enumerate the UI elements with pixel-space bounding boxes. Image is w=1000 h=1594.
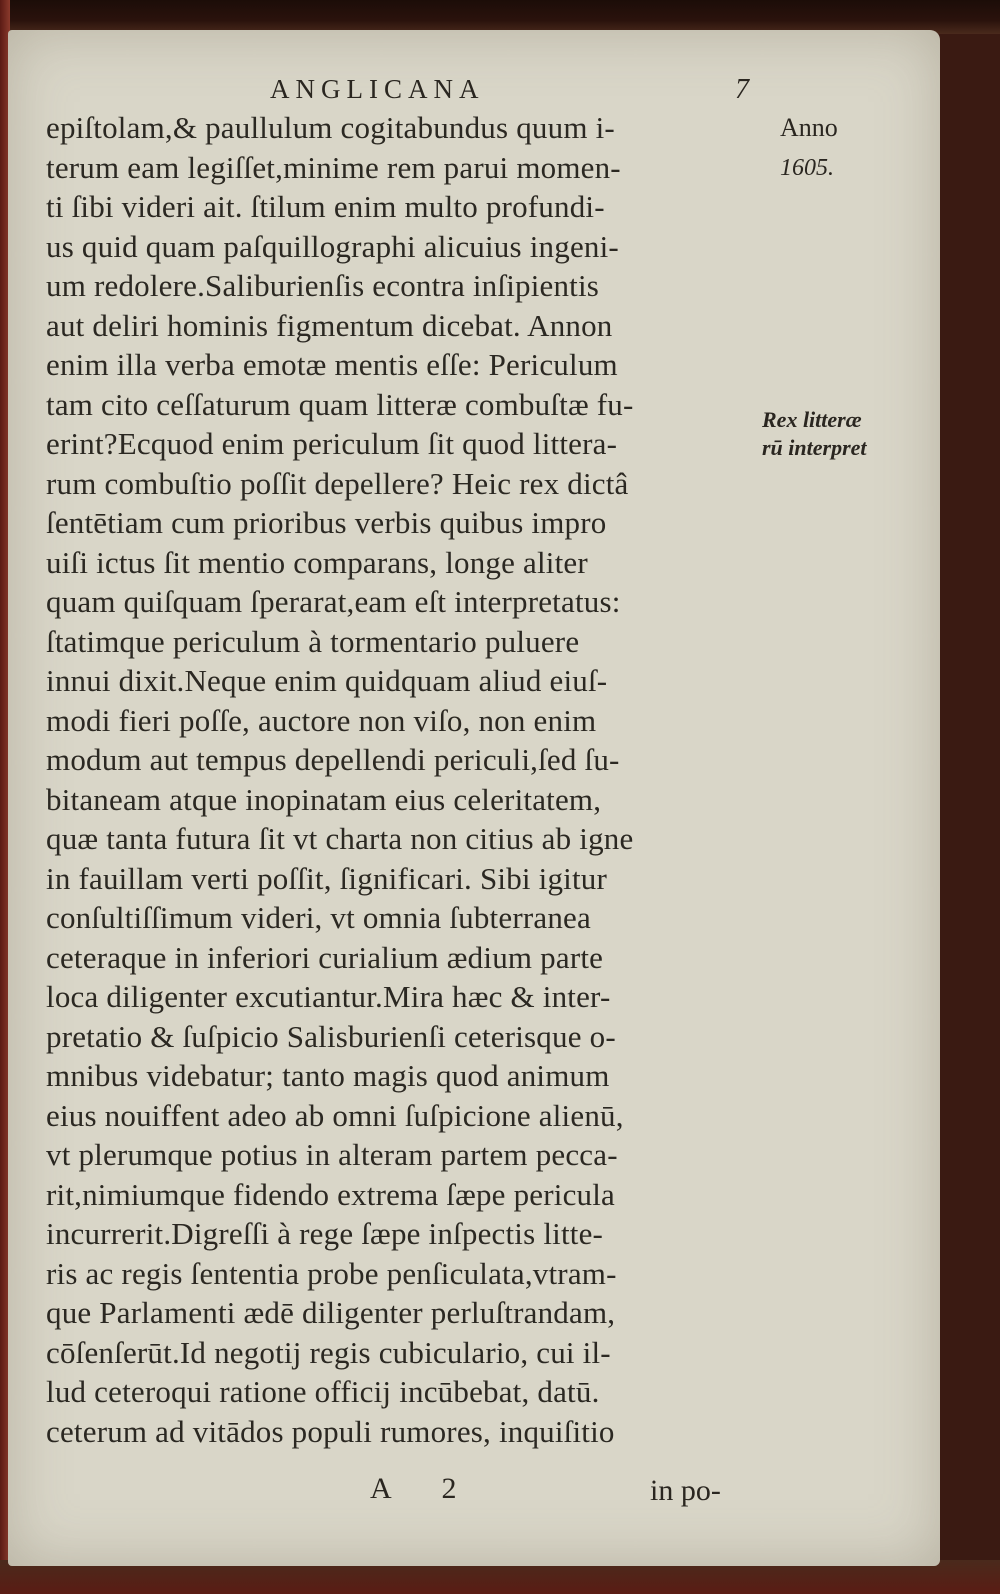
text-line: erint?Ecquod enim periculum ſit quod littera-	[46, 426, 618, 461]
text-line: lud ceteroqui ratione officij incūbebat, datū.	[46, 1374, 600, 1409]
text-line: cōſenſerūt.Id negotij regis cubiculario, cui il-	[46, 1334, 611, 1370]
text-line: ceteraque in inferiori curialium ædium parte	[46, 939, 604, 975]
text-line: tam cito ceſſaturum quam litteræ combuſtæ fu-	[46, 386, 634, 422]
margin-rex-line-2: rū interpret	[762, 435, 867, 460]
text-line: innui dixit.Neque enim quidquam aliud eiuſ-	[46, 663, 608, 698]
text-line: rit,nimiumque fidendo extrema ſæpe pericula	[46, 1176, 616, 1212]
text-line: ris ac regis ſententia probe penſiculata,vtram-	[46, 1255, 617, 1291]
body-text	[46, 108, 758, 1451]
text-line: uiſi ictus ſit mentio comparans, longe aliter	[46, 544, 588, 580]
margin-year-value: 1605.	[780, 155, 834, 181]
text-line: in fauillam verti poſſit, ſignificari. Sibi igitur	[46, 860, 608, 896]
catchword: in po-	[650, 1474, 721, 1507]
text-line: rum combuſtio poſſit depellere? Heic rex dictâ	[46, 465, 629, 501]
page-number: 7	[735, 74, 749, 105]
book-top-edge	[0, 0, 1000, 34]
text-line: bitaneam atque inopinatam eius celeritatem,	[46, 781, 602, 817]
text-line: terum eam legiſſet,minime rem parui momen-	[46, 149, 621, 185]
text-line: um redolere.Saliburienſis econtra inſipientis	[46, 268, 600, 303]
text-line: aut deliri hominis figmentum dicebat. Annon	[46, 307, 613, 343]
text-line: us quid quam paſquillographi alicuius ingeni-	[46, 228, 619, 264]
text-line: ſtatimque periculum à tormentario puluere	[46, 623, 580, 659]
text-line: quæ tanta futura ſit vt charta non citius ab igne	[46, 821, 634, 856]
margin-note-rex	[762, 406, 867, 462]
text-line: pretatio & ſuſpicio Salisburienſi ceterisque o-	[46, 1018, 616, 1054]
text-line: ſentētiam cum prioribus verbis quibus impro	[46, 505, 607, 540]
text-line: enim illa verba emotæ mentis eſſe: Periculum	[46, 347, 618, 382]
text-line: incurrerit.Digreſſi à rege ſæpe inſpectis litte-	[46, 1216, 604, 1251]
text-line: modum aut tempus depellendi periculi,ſed ſu-	[46, 742, 620, 777]
text-line: ceterum ad vitādos populi rumores, inquiſitio	[46, 1413, 615, 1449]
text-line: mnibus videbatur; tanto magis quod animum	[46, 1058, 610, 1093]
margin-year-label: Anno	[780, 113, 838, 142]
text-line: loca diligenter excutiantur.Mira hæc & inter-	[46, 979, 611, 1014]
margin-rex-line-1: Rex litteræ	[762, 407, 862, 432]
text-line: eius nouiffent adeo ab omni ſuſpicione alienū,	[46, 1097, 624, 1133]
signature-mark: A 2	[370, 1472, 479, 1505]
text-line: quam quiſquam ſperarat,eam eſt interpretatus:	[46, 584, 621, 619]
text-line: epiſtolam,& paullulum cogitabundus quum i-	[46, 110, 615, 145]
text-line: modi fieri poſſe, auctore non viſo, non enim	[46, 702, 597, 738]
text-line: vt plerumque potius in alteram partem pecca-	[46, 1137, 618, 1172]
text-line: ti ſibi videri ait. ſtilum enim multo profundi-	[46, 189, 605, 224]
text-line: conſultiſſimum videri, vt omnia ſubterranea	[46, 900, 591, 935]
text-line: que Parlamenti ædē diligenter perluſtrandam,	[46, 1295, 616, 1330]
running-head: ANGLICANA	[270, 74, 485, 104]
margin-note-year	[780, 108, 838, 188]
